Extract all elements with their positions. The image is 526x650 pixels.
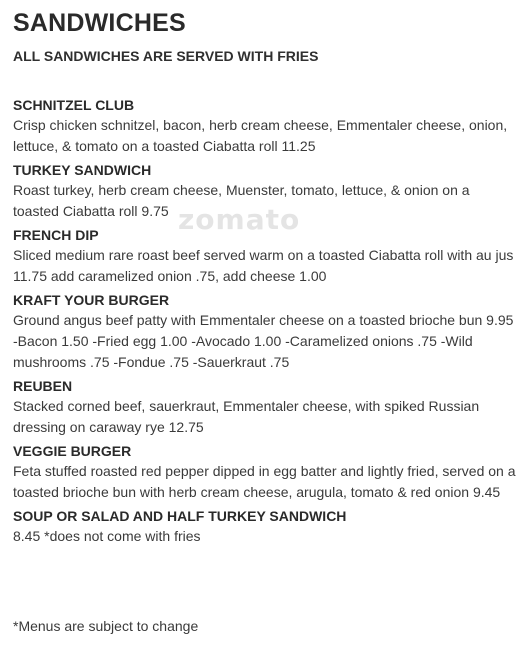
item-description: Roast turkey, herb cream cheese, Muenster, tomato, lettuce, & onion on a toasted Ciabatta roll 9.75 — [13, 182, 470, 219]
item-name: KRAFT YOUR BURGER — [13, 292, 170, 308]
item-description: 8.45 *does not come with fries — [13, 528, 201, 544]
menu-items — [13, 96, 519, 547]
menu-page — [13, 8, 519, 634]
menu-item-french-dip — [13, 226, 519, 287]
item-description: Sliced medium rare roast beef served warm on a toasted Ciabatta roll with au jus 11.75 add caramelized onion .75, add cheese 1.00 — [13, 247, 514, 284]
page-subtitle: ALL SANDWICHES ARE SERVED WITH FRIES — [13, 48, 319, 64]
page-title: SANDWICHES — [13, 9, 186, 37]
menu-footnote: *Menus are subject to change — [13, 618, 199, 634]
menu-item-veggie-burger — [13, 442, 519, 503]
item-name: REUBEN — [13, 378, 73, 394]
item-name: SCHNITZEL CLUB — [13, 97, 135, 113]
zomato-watermark: zomato — [178, 203, 301, 236]
item-description: Ground angus beef patty with Emmentaler cheese on a toasted brioche bun 9.95 -Bacon 1.50 -Fried egg 1.00 -Avocado 1.00 -Caramelized onions .75 -Wild mushrooms .75 -Fondue .75 -Sauerkraut .75 — [13, 312, 514, 370]
item-name: TURKEY SANDWICH — [13, 162, 152, 178]
item-name: SOUP OR SALAD AND HALF TURKEY SANDWICH — [13, 508, 347, 524]
menu-item-turkey-sandwich — [13, 161, 519, 222]
item-description: Stacked corned beef, sauerkraut, Emmentaler cheese, with spiked Russian dressing on caraway rye 12.75 — [13, 398, 480, 435]
item-name: VEGGIE BURGER — [13, 443, 132, 459]
item-name: FRENCH DIP — [13, 227, 99, 243]
menu-item-reuben — [13, 377, 519, 438]
menu-item-schnitzel-club — [13, 96, 519, 157]
menu-item-soup-salad-half-turkey — [13, 507, 519, 547]
item-description: Crisp chicken schnitzel, bacon, herb cream cheese, Emmentaler cheese, onion, lettuce, & tomato on a toasted Ciabatta roll 11.25 — [13, 117, 508, 154]
item-description: Feta stuffed roasted red pepper dipped in egg batter and lightly fried, served on a toasted brioche bun with herb cream cheese, arugula, tomato & red onion 9.45 — [13, 463, 516, 500]
menu-item-kraft-your-burger — [13, 291, 519, 373]
